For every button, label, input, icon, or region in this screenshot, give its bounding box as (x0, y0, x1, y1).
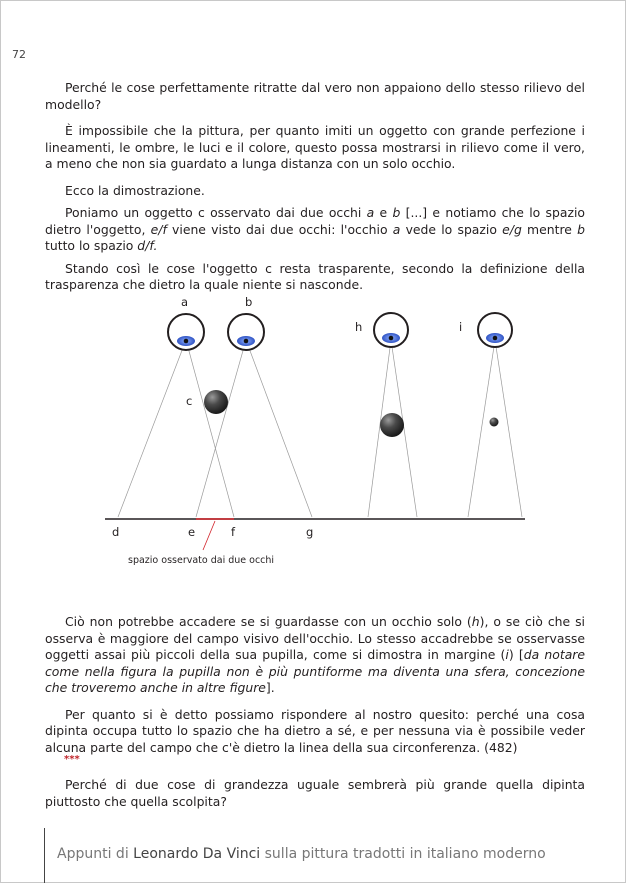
label-e: e (188, 525, 196, 539)
paragraph-6: Ciò non potrebbe accadere se si guardasse con un occhio solo (h), o se ciò che si osserva è maggiore del campo visivo dell'occhio. Lo stesso accadrebbe se osservasse oggetti assai più piccoli della sua pupilla, come si dimostra in margine (i) [da notare come nella figura la pupilla non è più puntiforme ma diventa una sfera, concezione che troveremo anche in altre figure]. (45, 614, 586, 695)
eyes-diagram (100, 290, 540, 575)
eye-b-icon (228, 314, 264, 350)
eye-h-icon (374, 313, 408, 347)
paragraph-5: Stando così le cose l'oggetto c resta trasparente, secondo la definizione della trasparenza che dietro la quale niente si nasconde. (45, 260, 585, 292)
object-h-sphere (380, 413, 404, 437)
object-i-sphere (490, 418, 499, 427)
bottom-text (45, 614, 585, 756)
label-a: a (181, 295, 189, 309)
page-number: 72 (12, 48, 26, 61)
paragraph-question-2: Perché di due cose di grandezza uguale sembrerà più grande quella dipinta piuttosto che quella scolpita? (45, 777, 585, 809)
label-g: g (306, 525, 314, 539)
label-c: c (186, 394, 193, 408)
label-d: d (112, 525, 120, 539)
paragraph-4: Poniamo un oggetto c osservato dai due occhi a e b [...] e notiamo che lo spazio dietro l'oggetto, e/f viene visto dai due occhi: l'occhio a vede lo spazio e/g mentre b tutto lo spazio d/f. (45, 205, 585, 253)
caption-pointer (203, 521, 215, 550)
label-i: i (459, 320, 463, 334)
object-c-sphere (204, 390, 228, 414)
footer-rule (44, 828, 45, 883)
section-separator: *** (64, 754, 80, 765)
top-text (45, 80, 585, 294)
eye-i-icon (478, 313, 512, 347)
label-b: b (245, 295, 253, 309)
paragraph-3: Ecco la dimostrazione. (65, 182, 205, 198)
label-f: f (231, 525, 236, 539)
eye-a-icon (168, 314, 204, 350)
label-h: h (355, 320, 363, 334)
footer: Appunti di Leonardo Da Vinci sulla pittura tradotti in italiano moderno (57, 846, 546, 862)
paragraph-2: È impossibile che la pittura, per quanto imiti un oggetto con grande perfezione i lineamenti, le ombre, le luci e il colore, questo possa mostrarsi in rilievo come il vero, a meno che non sia guardato a lunga distanza con un solo occhio. (45, 123, 585, 171)
question-block (45, 777, 585, 810)
sight-lines (118, 340, 522, 517)
paragraph-7: Per quanto si è detto possiamo rispondere al nostro quesito: perché una cosa dipinta occupa tutto lo spazio che ha dietro a sé, e per nessuna via è possibile veder alcuna parte del campo che c'è dietro la linea della sua circonferenza. (482) (45, 706, 585, 755)
footer-author: Leonardo Da Vinci (133, 846, 261, 862)
paragraph-question-1: Perché le cose perfettamente ritratte dal vero non appaiono dello stesso rilievo del modello? (45, 80, 585, 112)
figure-caption: spazio osservato dai due occhi (128, 555, 275, 566)
